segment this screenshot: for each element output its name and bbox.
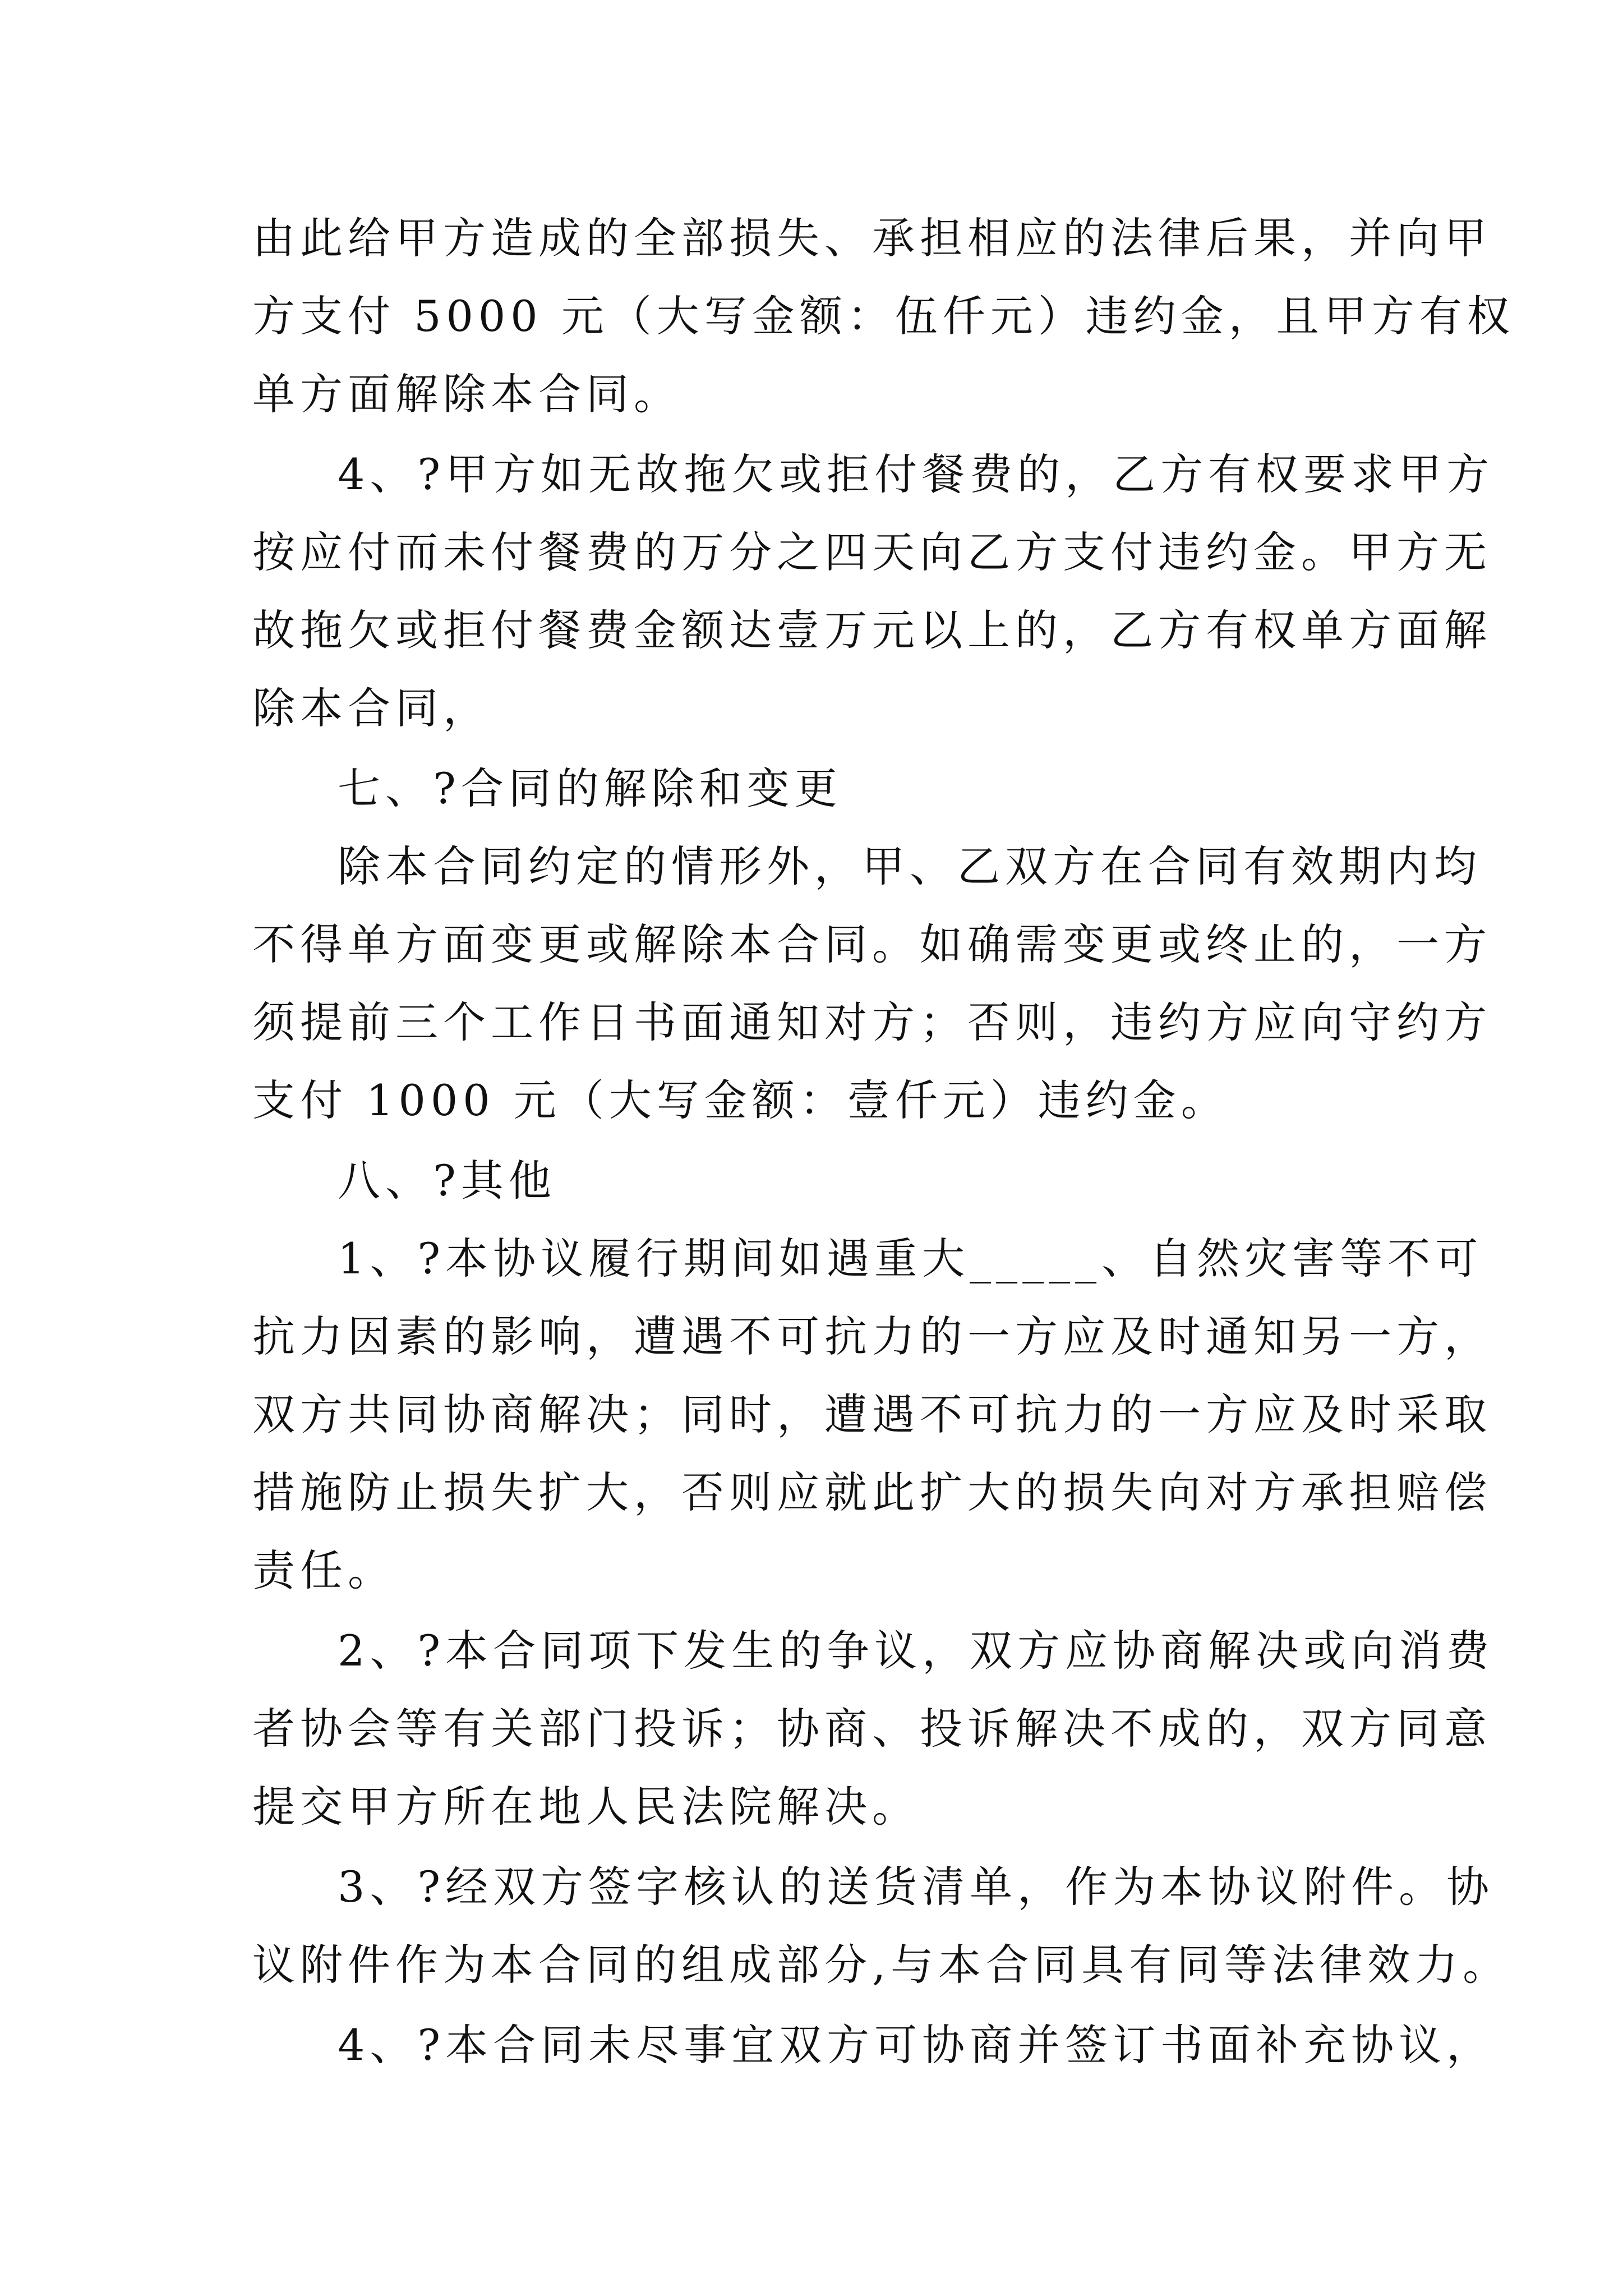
- clause-3-delivery-list: 3、?经双方签字核认的送货清单，作为本协议附件。协: [338, 1862, 1495, 1912]
- text-line: 者协会等有关部门投诉；协商、投诉解决不成的，双方同意: [252, 1704, 1492, 1754]
- clause-1-force-majeure: 1、?本协议履行期间如遇重大_____、自然灾害等不可: [338, 1234, 1483, 1283]
- text-line: 方支付 5000 元（大写金额：伍仟元）违约金，且甲方有权: [252, 291, 1515, 341]
- text-line: 提交甲方所在地人民法院解决。: [252, 1782, 920, 1832]
- text-line: 措施防止损失扩大，否则应就此扩大的损失向对方承担赔偿: [252, 1467, 1492, 1517]
- text-line: 除本合同约定的情形外，甲、乙双方在合同有效期内均: [338, 841, 1482, 891]
- clause-2-disputes: 2、?本合同项下发生的争议，双方应协商解决或向消费: [338, 1626, 1495, 1676]
- clause-4-breach: 4、?甲方如无故拖欠或拒付餐费的，乙方有权要求甲方: [338, 449, 1495, 499]
- text-line: 除本合同，: [252, 683, 491, 733]
- text-line: 抗力因素的影响，遭遇不可抗力的一方应及时通知另一方，: [252, 1312, 1492, 1361]
- text-line: 故拖欠或拒付餐费金额达壹万元以上的，乙方有权单方面解: [252, 605, 1492, 655]
- text-line: 单方面解除本合同。: [252, 369, 681, 419]
- text-line: 由此给甲方造成的全部损失、承担相应的法律后果，并向甲: [252, 213, 1492, 263]
- text-line: 责任。: [252, 1545, 395, 1595]
- section-heading-8: 八、?其他: [338, 1156, 556, 1205]
- contract-text: [252, 199, 1515, 2084]
- section-heading-7: 七、?合同的解除和变更: [338, 763, 842, 813]
- text-line: 议附件作为本合同的组成部分,与本合同具有同等法律效力。: [252, 1940, 1511, 1990]
- text-line: 按应付而未付餐费的万分之四天向乙方支付违约金。甲方无: [252, 527, 1492, 577]
- clause-4-supplement: 4、?本合同未尽事宜双方可协商并签订书面补充协议，: [338, 2020, 1495, 2070]
- text-line: 须提前三个工作日书面通知对方；否则，违约方应向守约方: [252, 997, 1492, 1047]
- text-line: 双方共同协商解决；同时，遭遇不可抗力的一方应及时采取: [252, 1389, 1492, 1439]
- text-line: 不得单方面变更或解除本合同。如确需变更或终止的，一方: [252, 919, 1492, 969]
- text-line: 支付 1000 元（大写金额：壹仟元）违约金。: [252, 1075, 1229, 1125]
